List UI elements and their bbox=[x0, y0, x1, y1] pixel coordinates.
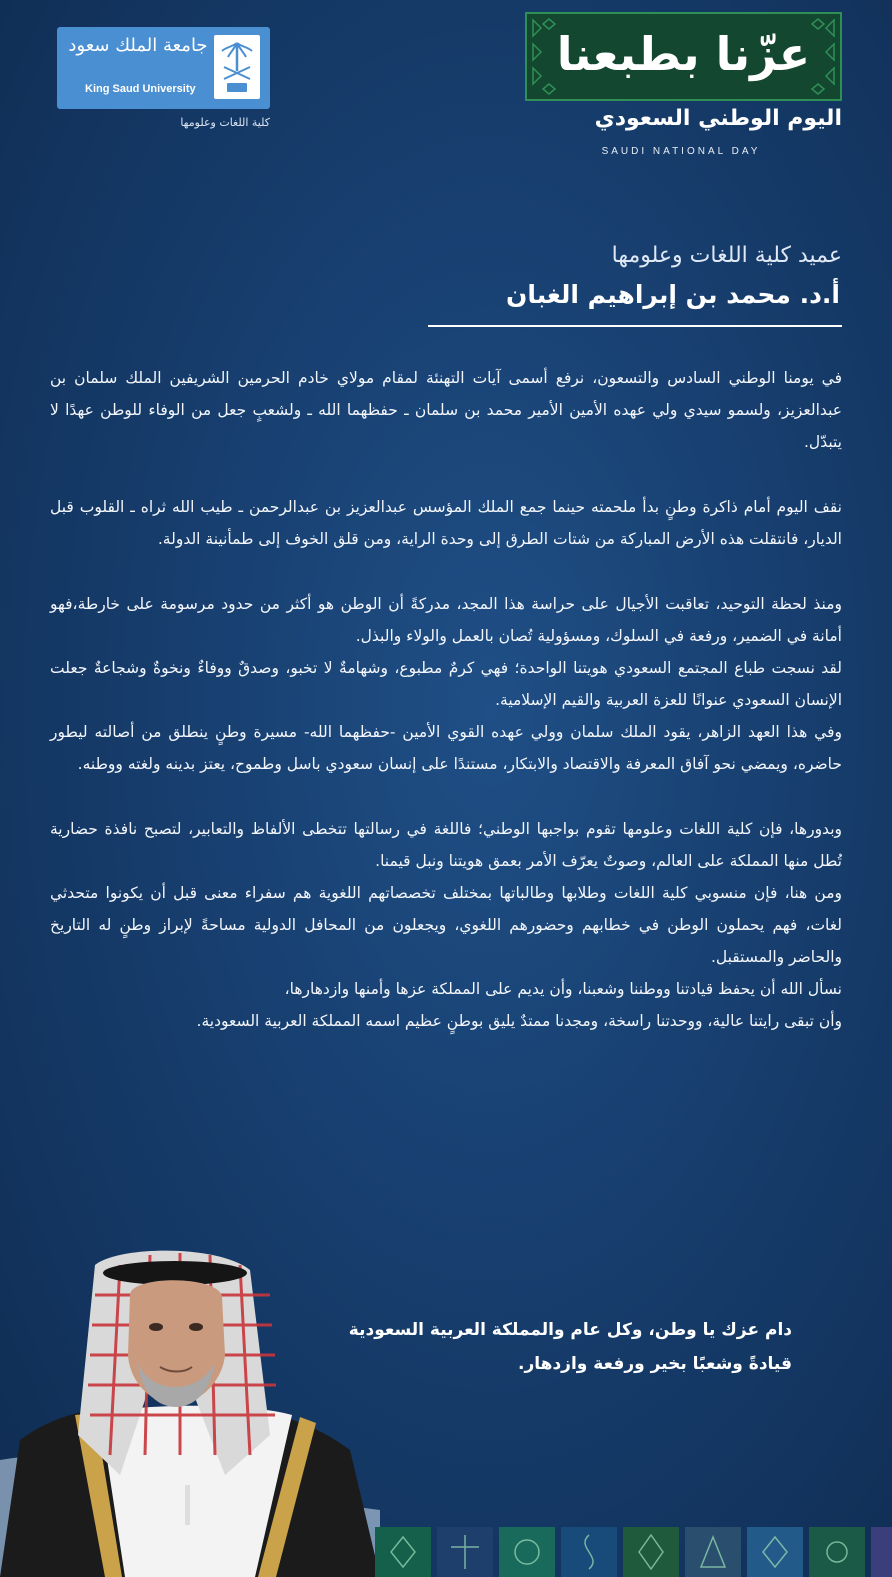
paragraph: ومنذ لحظة التوحيد، تعاقبت الأجيال على حراسة هذا المجد، مدركةً أن الوطن هو أكثر من حدود مرسومة على خارطة،فهو أمانة في الضمير، ورفعة في السلوك، ومسؤولية تُصان بالعمل والولاء والبذل. bbox=[50, 595, 842, 645]
closing-line: دام عزك يا وطن، وكل عام والمملكة العربية السعودية bbox=[348, 1320, 792, 1340]
palm-swords-emblem-icon bbox=[214, 35, 260, 99]
ksu-logo bbox=[57, 27, 270, 109]
national-day-slogan: عزّنا بطبعنا bbox=[556, 27, 811, 81]
ksu-logo-arabic: جامعة الملك سعود bbox=[68, 35, 208, 56]
dean-name: أ.د. محمد بن إبراهيم الغبان bbox=[505, 280, 840, 309]
paragraph-group bbox=[50, 588, 842, 780]
paragraph: وبدورها، فإن كلية اللغات وعلومها تقوم بواجبها الوطني؛ فاللغة في رسالتها تتخطى الألفاظ والتعابير، لتصبح نافذة حضارية تُطل منها المملكة على العالم، وصوتٌ يعرّف الأمر بعمق هويتنا ونبل قيمنا. bbox=[50, 820, 842, 870]
national-day-english: SAUDI NATIONAL DAY bbox=[601, 146, 761, 157]
heading-divider bbox=[428, 325, 842, 327]
decorative-tile-strip bbox=[375, 1527, 892, 1577]
national-day-arabic: اليوم الوطني السعودي bbox=[594, 106, 842, 131]
college-name: كلية اللغات وعلومها bbox=[180, 116, 270, 129]
paragraph: نقف اليوم أمام ذاكرة وطنٍ بدأ ملحمته حينما جمع الملك المؤسس عبدالعزيز بن عبدالرحمن ـ طيب الله ثراه ـ القلوب قبل الديار، فانتقلت هذه الأرض المباركة من شتات الطرق إلى وحدة الراية، ومن قلق الخوف إلى طمأنينة الدولة. bbox=[50, 498, 842, 548]
national-day-badge bbox=[525, 12, 842, 101]
paragraph: وأن تبقى رايتنا عالية، ووحدتنا راسخة، ومجدنا ممتدٌ يليق بوطنٍ عظيم اسمه المملكة العربية السعودية. bbox=[196, 1012, 842, 1030]
paragraph: ومن هنا، فإن منسوبي كلية اللغات وطلابها وطالباتها بمختلف تخصصاتهم اللغوية هم سفراء معنى قبل أن يكونوا متحدثي لغات، فهم يحملون الوطن في خطابهم وحضورهم اللغوي، ويجعلون من المحافل الدولية مساحةً لإبراز وطنٍ له التاريخ والحاضر والمستقبل. bbox=[50, 884, 842, 966]
paragraph: نسأل الله أن يحفظ قيادتنا ووطننا وشعبنا، وأن يديم على المملكة عزها وأمنها وازدهارها، bbox=[284, 980, 842, 998]
paragraph: لقد نسجت طباع المجتمع السعودي هويتنا الواحدة؛ فهي كرمٌ مطبوع، وشهامةٌ لا تخبو، وصدقٌ ووفاءٌ ونخوةٌ وشجاعةٌ جعلت الإنسان السعودي عنوانًا للعزة العربية والقيم الإسلامية. bbox=[50, 659, 842, 709]
closing-line: قيادةً وشعبًا بخير ورفعة وازدهار. bbox=[518, 1354, 792, 1374]
ksu-logo-english: King Saud University bbox=[85, 83, 196, 95]
closing-greeting bbox=[349, 1313, 792, 1381]
paragraph: في يومنا الوطني السادس والتسعون، نرفع أسمى آيات التهنئة لمقام مولاي خادم الحرمين الشريفين الملك سلمان بن عبدالعزيز، ولسمو سيدي ولي عهده الأمين الأمير محمد بن سلمان ـ حفظهما الله ـ ولشعبٍ جعل من الوفاء للوطن عهدًا لا يتبدّل. bbox=[50, 369, 842, 451]
letter-body bbox=[50, 362, 842, 1037]
paragraph: وفي هذا العهد الزاهر، يقود الملك سلمان وولي عهده القوي الأمين -حفظهما الله- مسيرة وطنٍ ينطلق من أصالته ليطور حاضره، ويمضي نحو آفاق المعرفة والاقتصاد والابتكار، مستندًا على إنسان سعودي باسل وطموح، يعتز بدينه ولغته ووطنه. bbox=[50, 723, 842, 773]
dean-role: عميد كلية اللغات وعلومها bbox=[611, 243, 842, 268]
dean-portrait bbox=[0, 1235, 380, 1577]
paragraph-group bbox=[50, 813, 842, 1037]
